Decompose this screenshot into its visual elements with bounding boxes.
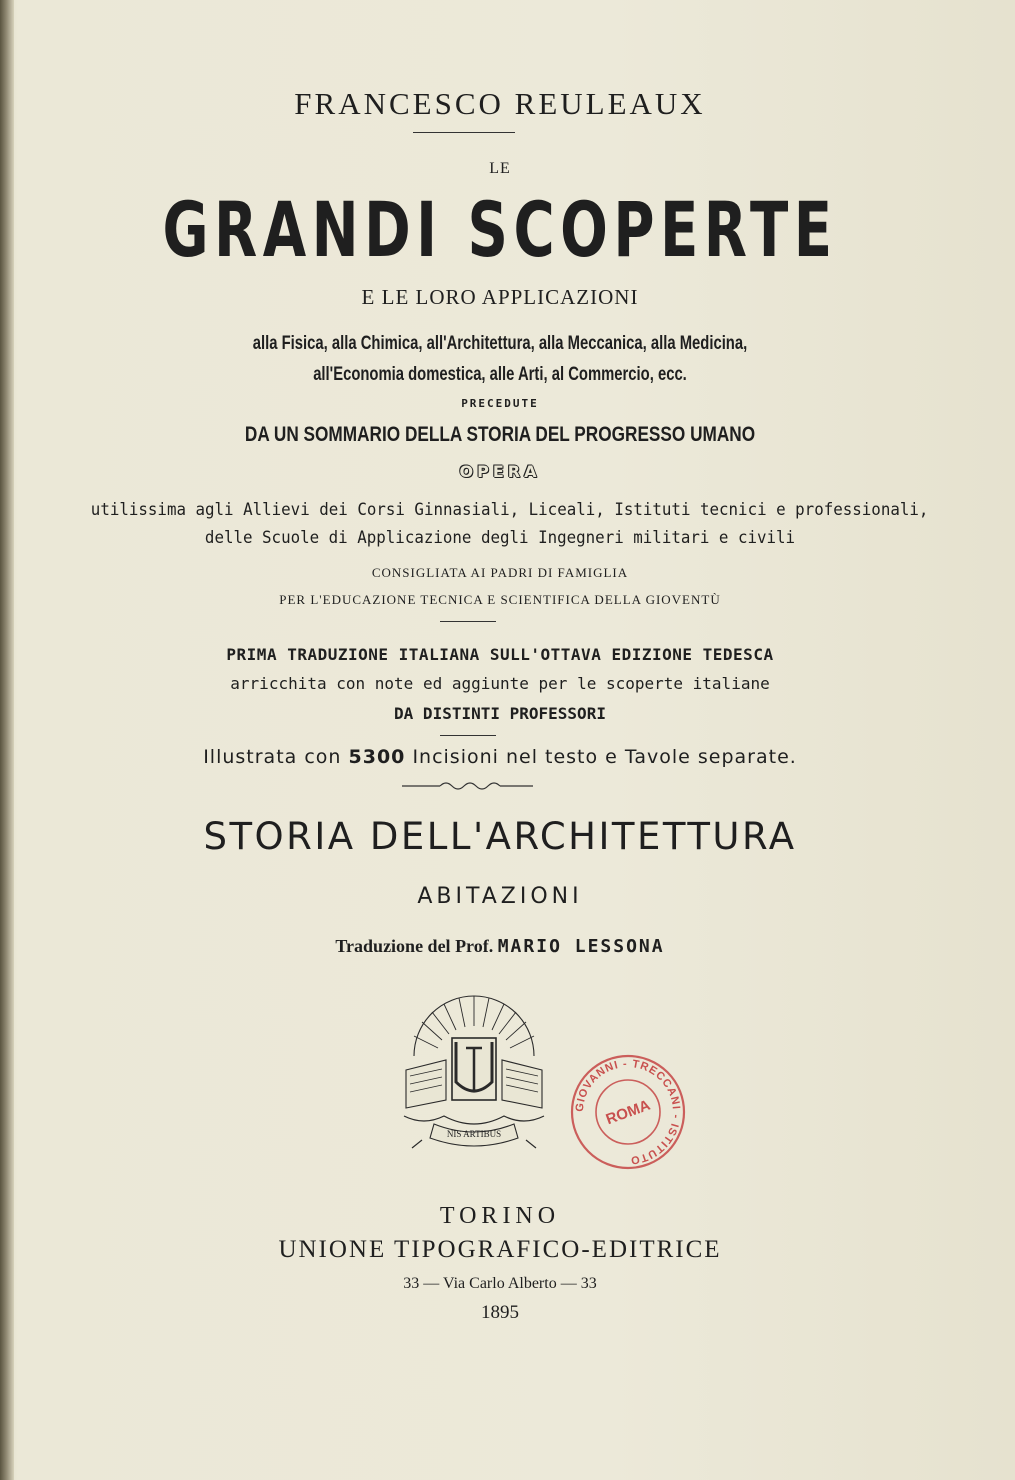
title-prefix: LE — [489, 160, 511, 177]
subtitle: E LE LORO APPLICAZIONI — [361, 285, 639, 309]
illustrations-suffix: Incisioni nel testo e Tavole separate. — [412, 746, 797, 768]
translator-line — [60, 936, 940, 957]
translator-name: MARIO LESSONA — [497, 936, 665, 957]
fields-line-1: alla Fisica, alla Chimica, all'Architettura, alla Meccanica, alla Medicina, — [252, 333, 748, 354]
consigliata-line: CONSIGLIATA AI PADRI DI FAMIGLIA — [371, 565, 629, 580]
imprint-address: 33 — Via Carlo Alberto — 33 — [403, 1275, 597, 1292]
educazione-line: PER L'EDUCAZIONE TECNICA E SCIENTIFICA DELLA GIOVENTÙ — [279, 592, 721, 607]
author-name: FRANCESCO REULEAUX — [294, 86, 706, 121]
sommario-heading: DA UN SOMMARIO DELLA STORIA DEL PROGRESSO UMANO — [244, 423, 756, 446]
volume-title: STORIA DELL'ARCHITETTURA — [203, 815, 797, 858]
section-divider-2 — [440, 735, 496, 736]
precedute-label: PRECEDUTE — [461, 397, 539, 410]
translator-prefix: Traduzione del Prof. — [335, 936, 494, 956]
imprint-city: TORINO — [439, 1203, 561, 1229]
stamp-outer-text: GIOVANNI - TRECCANI - ISTITUTO — [573, 1057, 683, 1167]
main-title: GRANDI SCOPERTE — [162, 185, 838, 275]
enriched-line: arricchita con note ed aggiunte per le scoperte italiane — [230, 674, 770, 693]
utility-line-1: utilissima agli Allievi dei Corsi Ginnasiali, Liceali, Istituti tecnici e professionali, — [90, 500, 929, 520]
stamp-center-text: ROMA — [603, 1096, 653, 1129]
ornament-divider — [400, 778, 535, 794]
emblem-motto: NIS ARTIBUS — [446, 1129, 502, 1139]
opera-label: OPERA — [459, 462, 541, 481]
illustrations-line — [60, 746, 940, 768]
imprint-publisher: UNIONE TIPOGRAFICO-EDITRICE — [278, 1236, 722, 1263]
translation-line: PRIMA TRADUZIONE ITALIANA SULL'OTTAVA EDIZIONE TEDESCA — [226, 645, 774, 664]
illustrations-prefix: Illustrata con — [203, 746, 342, 768]
library-stamp — [566, 1050, 690, 1174]
volume-subtitle: ABITAZIONI — [417, 884, 583, 909]
utility-line-2: delle Scuole di Applicazione degli Ingegneri militari e civili — [204, 528, 796, 548]
book-spine-edge — [0, 0, 14, 1480]
publisher-emblem — [394, 986, 554, 1156]
illustrations-count: 5300 — [348, 746, 406, 768]
section-divider-1 — [440, 621, 496, 622]
imprint-year: 1895 — [481, 1302, 519, 1323]
professors-line: DA DISTINTI PROFESSORI — [394, 704, 606, 723]
author-divider — [413, 132, 515, 133]
fields-line-2: all'Economia domestica, alle Arti, al Commercio, ecc. — [313, 364, 687, 385]
